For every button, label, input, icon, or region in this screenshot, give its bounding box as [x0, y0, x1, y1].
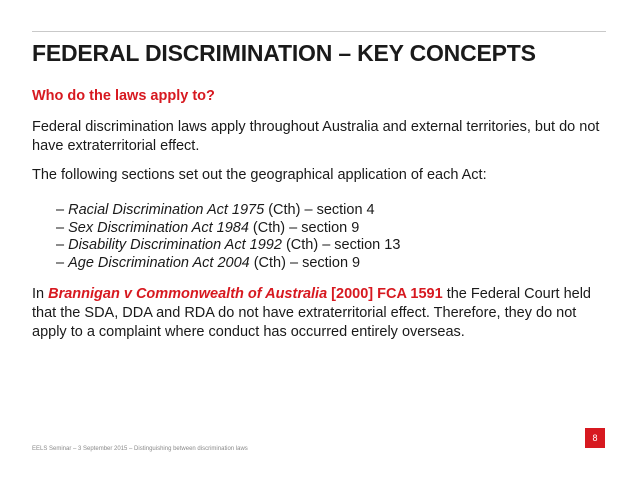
act-section: (Cth) – section 9: [249, 254, 361, 271]
list-item-dash: –: [56, 237, 69, 253]
paragraph-sections-intro: The following sections set out the geographical application of each Act:: [32, 167, 487, 183]
act-section: (Cth) – section 9: [248, 219, 360, 236]
paragraph-application: Federal discrimination laws apply throughout Australia and external territories, but do not have extraterritorial effect.: [32, 119, 600, 154]
case-lead: In: [32, 286, 49, 302]
page-number-badge: 8: [585, 428, 605, 448]
list-item: [56, 220, 400, 238]
paragraph-case-law: [32, 285, 612, 342]
act-section: (Cth) – section 13: [281, 237, 401, 253]
section-subtitle: Who do the laws apply to?: [32, 88, 215, 104]
act-name: Age Discrimination Act 2004: [68, 254, 250, 271]
case-holding: the Federal Court held that the SDA, DDA and RDA do not have extraterritorial effect. Therefore, they do not apply to a complaint where conduct has occurred entirely overseas.: [32, 286, 591, 340]
header-divider: [32, 31, 606, 32]
list-item-dash: –: [56, 219, 69, 236]
act-name: Sex Discrimination Act 1984: [68, 219, 249, 236]
case-reference: [48, 286, 443, 302]
list-item: [56, 202, 400, 220]
slide-title: FEDERAL DISCRIMINATION – KEY CONCEPTS: [32, 40, 536, 66]
act-name: Racial Discrimination Act 1975: [68, 202, 265, 218]
list-item-dash: –: [56, 202, 69, 218]
case-citation: [2000] FCA 1591: [327, 286, 443, 302]
acts-list: [56, 202, 400, 272]
act-name: Disability Discrimination Act 1992: [68, 237, 282, 253]
case-name: Brannigan v Commonwealth of Australia: [48, 286, 328, 302]
act-section: (Cth) – section 4: [264, 202, 375, 218]
list-item: [56, 237, 400, 255]
list-item-dash: –: [56, 254, 69, 271]
slide-footer: EELS Seminar – 3 September 2015 – Distinguishing between discrimination laws: [32, 446, 248, 452]
list-item: [56, 255, 400, 273]
